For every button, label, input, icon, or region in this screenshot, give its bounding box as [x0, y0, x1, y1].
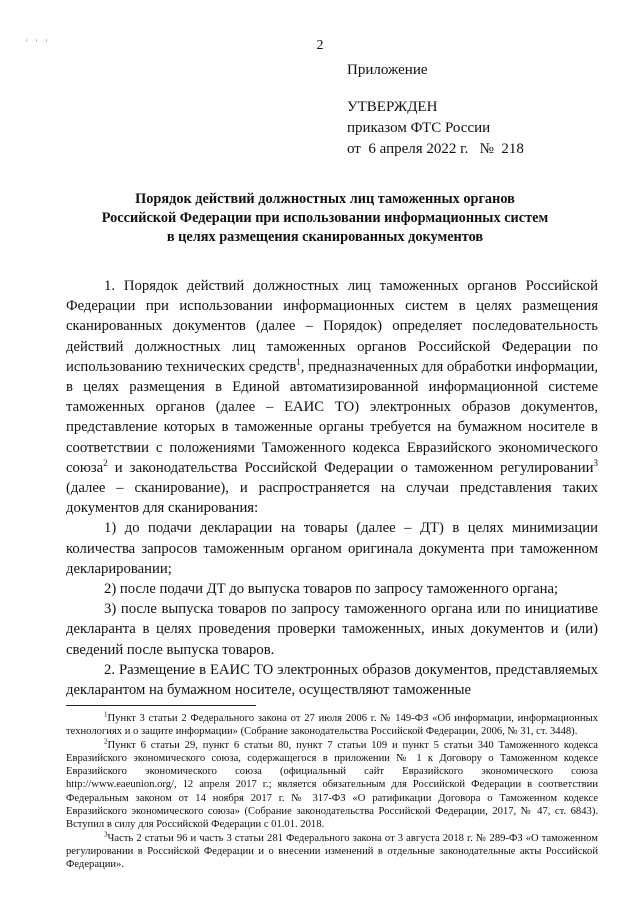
list-item-1: 1) до подачи декларации на товары (далее – ДТ) в целях минимизации количества запросов таможенным органом оригинала документа при таможенном декларировании; [66, 520, 598, 577]
footnote-2-text: Пункт 6 статьи 29, пункт 6 статьи 80, пункт 7 статьи 109 и пункт 5 статьи 340 Таможенного кодекса Евразийского экономического союза, содержащегося в приложении № 1 к Договору о Таможенном кодексе Евразийского экономического союза (официальный сайт Евразийского экономического союза http://www.eaeunion.org/, 12 апреля 2017 г.; является обязательным для Российской Федерации в соответствии Федеральным законом от 14 ноября 2017 г. № 317-ФЗ «О ратификации Договора о Таможенном кодексе Евразийского экономического союза» (Собрание законодательства Российской Федерации, 2017, № 47, ст. 6843). Вступил в силу для Российской Федерации с 01.01. 2018. [66, 739, 598, 831]
annex-label: Приложение [347, 62, 428, 78]
approved-label: УТВЕРЖДЕН [347, 99, 438, 115]
paragraph-1-part-d: (далее – сканирование), и распространяется на случаи представления таких документов для сканирования: [66, 480, 598, 517]
footnote-3 [66, 832, 598, 872]
footnote-1-mark: 1 [104, 710, 108, 719]
scan-corner-marks: ' ' ' [26, 38, 51, 48]
order-number-label: № [479, 141, 494, 157]
paragraph-1-part-a: 1. Порядок действий должностных лиц таможенных органов Российской Федерации при использовании информационных систем в целях размещения сканированных документов (далее – Порядок) определяет последовательность действий должностных лиц таможенных органов Российской Федерации по использованию технических средств [66, 278, 598, 375]
footnote-2-mark: 2 [104, 737, 108, 746]
paragraph-1-part-c: и законодательства Российской Федерации о таможенном регулировании [107, 459, 594, 476]
paragraph-1 [66, 276, 598, 518]
footnote-3-mark: 3 [104, 830, 108, 839]
footnote-ref-3: 3 [593, 457, 598, 468]
footnotes [66, 712, 598, 872]
paragraph-2: 2. Размещение в ЕАИС ТО электронных образов документов, представляемых декларантом на бумажном носителе, осуществляют таможенные [66, 661, 598, 699]
page-number: 2 [316, 38, 324, 53]
footnote-2 [66, 739, 598, 832]
footnote-1-text: Пункт 3 статьи 2 Федерального закона от 27 июля 2006 г. № 149-ФЗ «Об информации, информационных технологиях и о защите информации» (Собрание законодательства Российской Федерации, 2006, № 31, ст. 3448). [66, 713, 598, 738]
order-number: 218 [501, 141, 524, 157]
order-date-line [347, 139, 524, 160]
list-item-2: 2) после подачи ДТ до выпуска товаров по запросу таможенного органа; [104, 581, 559, 598]
footnote-ref-2: 2 [103, 457, 108, 468]
title-line-3: в целях размещения сканированных документов [166, 229, 484, 245]
footnote-1 [66, 712, 598, 739]
approval-block [347, 60, 524, 160]
approving-order: приказом ФТС России [347, 120, 491, 136]
paragraph-1-part-b: , предназначенных для обработки информации, в целях размещения в Единой автоматизированной информационной системе таможенных органов (далее – ЕАИС ТО) электронных образов документов, представление которых в таможенные органы требуется на бумажном носителе в соответствии с положениями Таможенного кодекса Евразийского экономического союза [66, 358, 598, 476]
order-date: 6 апреля 2022 г. [368, 141, 469, 157]
document-title [70, 190, 580, 247]
title-line-1: Порядок действий должностных лиц таможенных органов [135, 191, 515, 207]
order-from-label: от [347, 141, 361, 157]
title-line-2: Российской Федерации при использовании информационных систем [101, 210, 549, 226]
list-item-3: 3) после выпуска товаров по запросу таможенного органа или по инициативе декларанта в целях проведения проверки таможенных, иных документов и (или) сведений после выпуска товаров. [66, 601, 598, 658]
footnote-ref-1: 1 [296, 356, 301, 367]
document-body [66, 276, 598, 700]
footnote-divider [66, 705, 256, 706]
footnote-3-text: Часть 2 статьи 96 и часть 3 статьи 281 Федерального закона от 3 августа 2018 г. № 289-ФЗ «О таможенном регулировании в Российской Федерации и о внесении изменений в отдельные законодательные акты Российской Федерации». [66, 832, 598, 871]
